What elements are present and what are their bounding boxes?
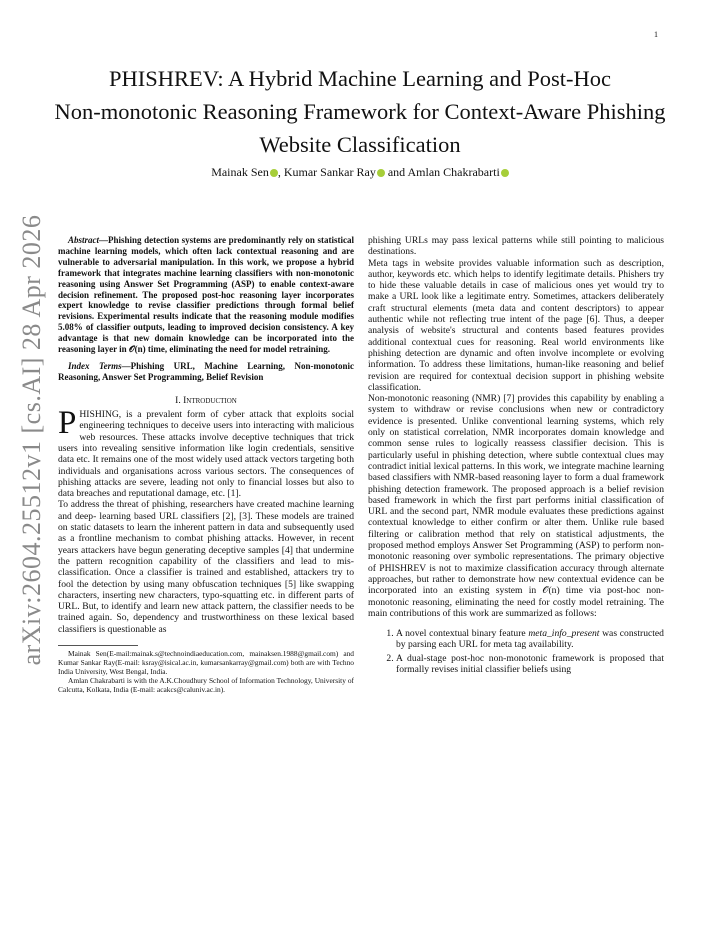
left-column [58, 235, 354, 695]
footnote-1: Mainak Sen(E-mail:mainak.s@technoindiaeducation.com, mainaksen.1988@gmail.com) and Kumar Sankar Ray(E-mail: ksray@isical.ac.in, kumarsankarray@gmail.com) both are with Techno India University, West Bengal, India. [58, 649, 354, 676]
author-list [40, 165, 680, 180]
intro-paragraph-1 [58, 405, 354, 500]
intro-paragraph-2: To address the threat of phishing, researchers have created machine learning and deep- learning based URL classifiers [2], [3]. These models are trained on static datasets to learn the inherent pattern in data and subsequently used as a frontline mechanism to combat phishing attacks. However, in recent years attackers have begun generating deceptive samples [4] that undermine the pattern recognition capability of the classifiers and lead to mis-classification. Once a classifier is trained and established, attackers try to fool the detection by using many obfuscation techniques [5] like swapping characters, inserting new characters, typo-squatting etc. in different parts of URL. But, to identify and learn new attack pattern, the classifier needs to be trained again. So, dependency and trustworthiness on these lexical based classifiers is questionable as [58, 499, 354, 635]
author-3: and Amlan Chakrabarti [384, 165, 500, 179]
abstract-text: —Phishing detection systems are predominantly rely on statistical machine learning models, which often lack contextual reasoning and are vulnerable to adversarial manipulation. In this work, we propose a hybrid framework that integrates machine learning classifiers with non-monotonic reasoning using Answer Set Programming (ASP) to enable context-aware decision refinement. The proposed post-hoc reasoning layer incorporates expert knowledge to revise classifier predictions through formal belief revisions. Experimental results indicate that the reasoning module modifies 5.08% of classifier outputs, leading to improved decision consistency. A key advantage is that new domain knowledge can be incorporated into the reasoning layer in 𝒪(n) time, eliminating the need for model retraining. [58, 235, 354, 355]
contribution-1-pre: A novel contextual binary feature [396, 628, 529, 640]
index-terms-text: —Phishing URL, Machine Learning, Non-monotonic Reasoning, Answer Set Programming, Belief Revision [58, 360, 354, 382]
index-terms-label: Index Terms [68, 360, 122, 371]
footnote-divider [58, 645, 138, 646]
right-paragraph-2: Meta tags in website provides valuable information such as description, author, keywords etc. which helps to identify legitimate details. Phishers try to hide these valuable details in case of malicious ones yet would try to make a URL look like a legitimate entry. Sometimes, attackers deliberately craft structural elements (meta data and content descriptors) to appear authentic while not reflecting true intent of the page [6]. Thus, a deeper analysis of website's structural and contents based features provides additional contextual cues for reasoning. Real world environments like phishing detection are dynamic and often involve incomplete or evolving information. To address these limitations, human-like reasoning and belief revision are required for contextual decision support in phishing website classification. [368, 257, 664, 393]
contribution-item-2: 2. A dual-stage post-hoc non-monotonic framework is proposed that formally revises initial classifier beliefs using [396, 653, 664, 676]
contribution-1-term: meta_info_present [528, 628, 600, 640]
right-paragraph-1: phishing URLs may pass lexical patterns while still pointing to malicious destinations. [368, 235, 664, 258]
abstract [58, 235, 354, 355]
orcid-icon[interactable] [501, 169, 509, 177]
arxiv-stamp: arXiv:2604.25512v1 [cs.AI] 28 Apr 2026 [17, 214, 46, 666]
intro-p1-text: HISHING, is a prevalent form of cyber attack that exploits social engineering techniques to deceive users into interacting with malicious web resources. These attacks involve deceptive techniques that trick users into revealing sensitive information like login credentials, sensitive data etc. It remains one of the most widely used attack vectors targeting both individuals and organisations across various sectors. The consequences of phishing attacks are severe, leading not only to financial losses but also to data breaches and reputational damage, etc. [1]. [58, 409, 354, 500]
contribution-item-1 [396, 628, 664, 651]
abstract-label: Abstract [68, 235, 100, 245]
title-line-1: PHISHREV: A Hybrid Machine Learning and Post-Hoc [108, 66, 612, 91]
page-number: 1 [654, 30, 658, 39]
orcid-icon[interactable] [377, 169, 385, 177]
contribution-1-post: was constructed by parsing each URL for meta tag availability. [396, 628, 664, 651]
drop-cap: P [58, 405, 77, 442]
right-paragraph-3: Non-monotonic reasoning (NMR) [7] provides this capability by enabling a system to withdraw or revise conclusions when new or contradictory evidence is presented. Unlike conventional learning systems, which rely only on statistical correlation, NMR incorporates domain knowledge and common sense rules to logically reassess classifier decision. This is particularly useful in phishing detection, where subtle contextual clues may contradict initial lexical patterns. In this work, we integrate machine learning based classifiers with NMR-based reasoning layer to form a dual framework phishing detection framework. The proposed approach is a belief revision based framework in which the first part performs initial classification of URL and the second part, NMR module evaluates these predictions against contextual knowledge to either confirm or alter them. Unlike rule based filtering or calibration method that rely on statistical adjustments, the proposed method employs Answer Set Programming (ASP) to perform non-monotonic reasoning over symbolic representations. The primary objective of PHISHREV is not to maximize classification accuracy through alternate approaches, but rather to demonstrate how new contextual evidence can be incorporated into an existing system in 𝒪(n) time via post-hoc non-monotonic reasoning, eliminating the need for costly model retraining. The main contributions of this work are summarized as follows: [368, 393, 664, 619]
contributions-list [368, 628, 664, 675]
paper-title [40, 62, 680, 161]
author-2: , Kumar Sankar Ray [277, 165, 376, 179]
title-line-2: Non-monotonic Reasoning Framework for Context-Aware Phishing [54, 99, 666, 124]
title-line-3: Website Classification [259, 132, 461, 157]
index-terms [58, 361, 354, 383]
section-heading-introduction: I. Introduction [175, 394, 237, 406]
right-column [368, 235, 664, 677]
footnote-2: Amlan Chakrabarti is with the A.K.Choudhury School of Information Technology, University of Calcutta, Kolkata, India (E-mail: acakcs@caluniv.ac.in). [58, 675, 354, 694]
author-1: Mainak Sen [211, 165, 269, 179]
orcid-icon[interactable] [270, 169, 278, 177]
